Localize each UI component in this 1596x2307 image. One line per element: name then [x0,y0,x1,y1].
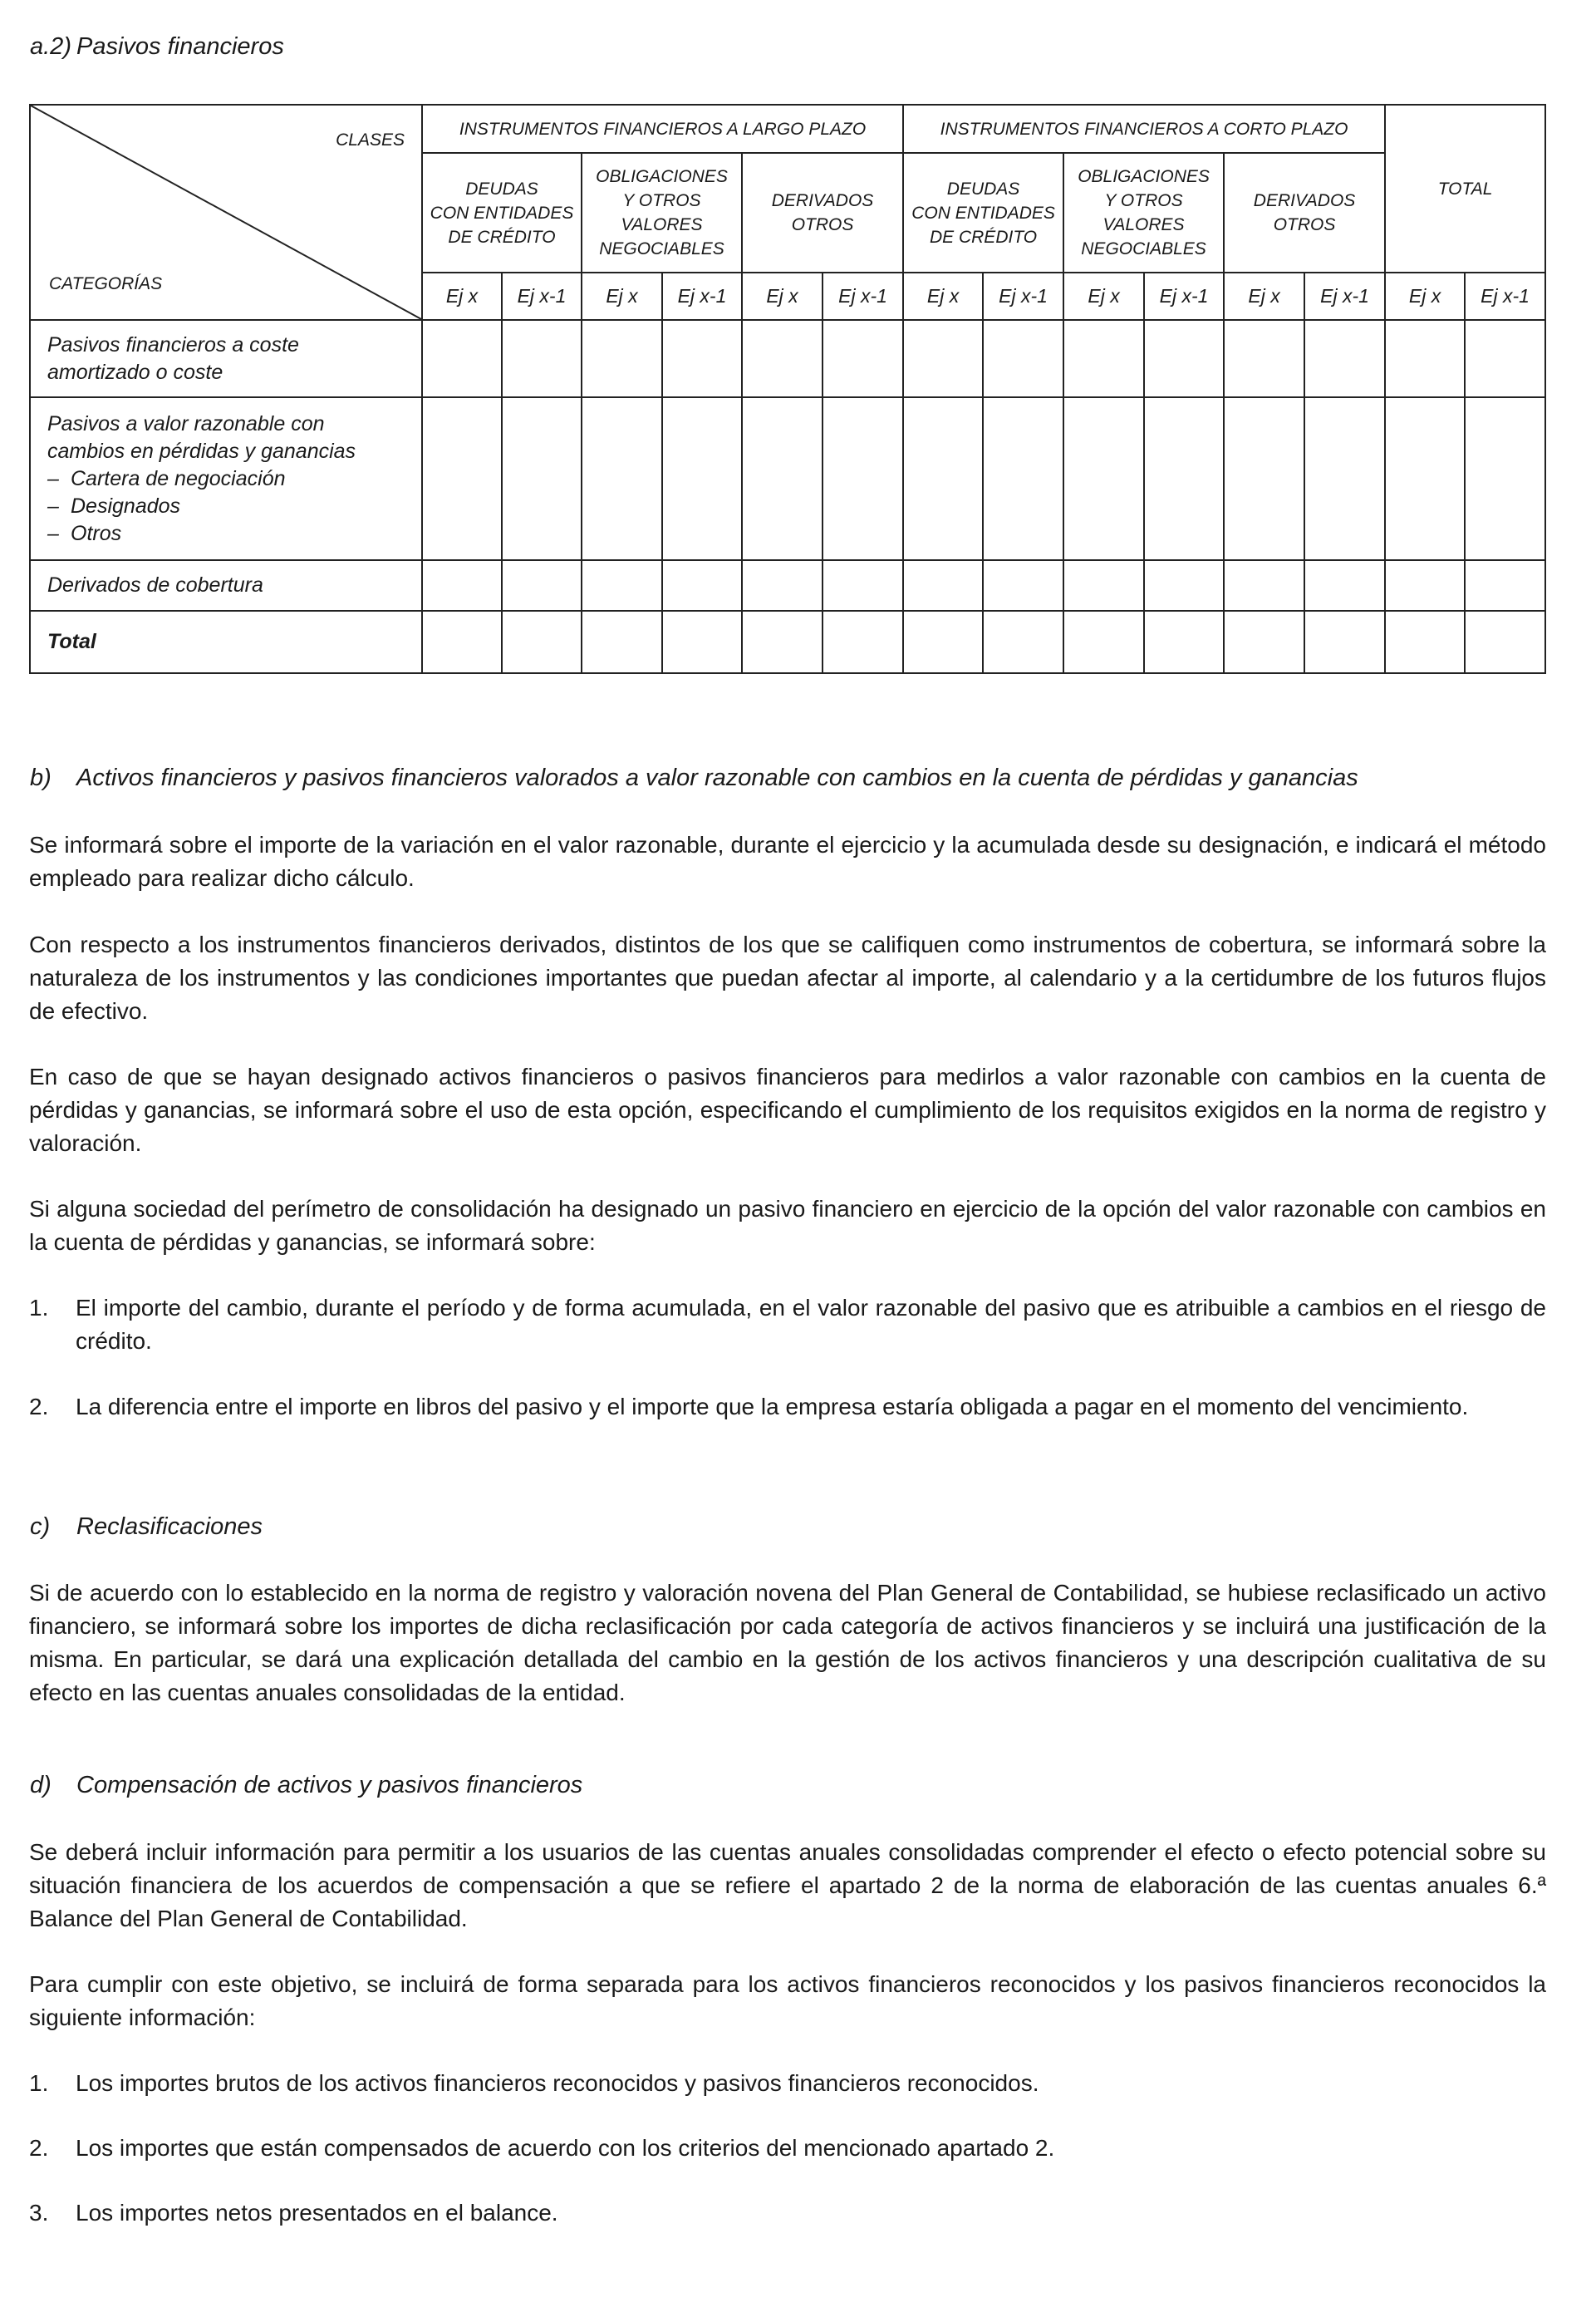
table-cell [1224,397,1304,560]
table-cell [1304,560,1385,611]
list-number: 2. [29,2135,49,2161]
list-item [29,2196,1546,2230]
table-cell [1304,611,1385,673]
paragraph: Si de acuerdo con lo establecido en la norma de registro y valoración novena del Plan General de Contabilidad, se hubiese reclasificado un activo financiero, se informará sobre los importes de dicha reclasificación por cada categoría de activos financieros y se incluirá una justificación de la misma. En particular, se dará una explicación detallada del cambio en la gestión de los activos financieros y una descripción cualitativa de su efecto en las cuentas anuales consolidadas de la entidad. [29,1580,1546,1705]
table-cell [1063,320,1144,397]
header-clases: CLASES [336,130,405,150]
table-cell [983,611,1063,673]
section-number: c) [30,1513,51,1540]
header-corto-plazo: INSTRUMENTOS FINANCIEROS A CORTO PLAZO [903,105,1385,153]
table-cell [1385,611,1465,673]
table-cell [1385,320,1465,397]
section-number: a.2) [30,33,71,60]
list-text: Los importes brutos de los activos financieros reconocidos y pasivos financieros reconocidos. [76,2070,1039,2096]
table-corner-cell [30,105,422,320]
section-title-d [30,1772,582,1799]
table-cell [1144,560,1224,611]
table-cell [662,320,742,397]
section-title-c [30,1513,263,1541]
table-cell [742,611,823,673]
table-row [30,397,1545,560]
table-cell [823,397,903,560]
table-cell [742,397,823,560]
table-cell [1144,397,1224,560]
table-cell [903,320,983,397]
ej-x-cell: Ej x [1063,273,1144,320]
table-cell [1465,560,1545,611]
ej-x1-cell: Ej x-1 [1304,273,1385,320]
paragraph: Se informará sobre el importe de la variación en el valor razonable, durante el ejercicio y la acumulada desde su designación, e indicará el método empleado para realizar dicho cálculo. [29,832,1546,891]
section-heading: Pasivos financieros [76,33,284,60]
table-cell [502,320,582,397]
section-number: d) [30,1772,52,1798]
ej-x-cell: Ej x [422,273,502,320]
list-item [29,1291,1546,1358]
table-cell [582,397,662,560]
row-label-coste-amortizado: Pasivos financieros a coste amortizado o coste [30,320,422,397]
table-cell [582,611,662,673]
list-text: Los importes netos presentados en el balance. [76,2200,558,2226]
table-cell [823,560,903,611]
header-obligaciones-cp: OBLIGACIONES Y OTROS VALORES NEGOCIABLES [1063,153,1224,273]
table-cell [662,611,742,673]
table-cell [1224,560,1304,611]
table-cell [983,397,1063,560]
table-cell [1385,397,1465,560]
table-cell [662,397,742,560]
section-heading: Compensación de activos y pasivos financieros [76,1772,583,1798]
section-heading: Reclasificaciones [76,1513,263,1540]
table-cell [742,320,823,397]
table-cell [1224,611,1304,673]
pasivos-financieros-table [29,104,1546,674]
ej-x-cell: Ej x [582,273,662,320]
paragraph: Si alguna sociedad del perímetro de consolidación ha designado un pasivo financiero en ejercicio de la opción del valor razonable con cambios en la cuenta de pérdidas y ganancias, se informará sobre: [29,1196,1546,1255]
ej-x1-cell: Ej x-1 [662,273,742,320]
ej-x-cell: Ej x [1224,273,1304,320]
table-cell [582,560,662,611]
table-row [30,611,1545,673]
table-cell [1465,397,1545,560]
table-cell [1144,320,1224,397]
paragraph: Con respecto a los instrumentos financieros derivados, distintos de los que se califiquen como instrumentos de cobertura, se informará sobre la naturaleza de los instrumentos y las condiciones importantes que puedan afectar al importe, al calendario y a la certidumbre de los futuros flujos de efectivo. [29,932,1546,1024]
table-cell [983,560,1063,611]
header-deudas-cp: DEUDAS CON ENTIDADES DE CRÉDITO [903,153,1063,273]
table-cell [1304,397,1385,560]
table-cell [1144,611,1224,673]
header-obligaciones-lp: OBLIGACIONES Y OTROS VALORES NEGOCIABLES [582,153,742,273]
list-number: 2. [29,1394,49,1419]
table-cell [1063,397,1144,560]
table-cell [1224,320,1304,397]
table-cell [1063,611,1144,673]
table-row [30,560,1545,611]
table-cell [1063,560,1144,611]
section-title-a2 [30,33,284,61]
list-text: La diferencia entre el importe en libros del pasivo y el importe que la empresa estaría obligada a pagar en el momento del vencimiento. [76,1394,1469,1419]
section-title-b [30,765,1358,792]
table-cell [823,611,903,673]
row-label-valor-razonable: Pasivos a valor razonable con cambios en pérdidas y ganancias – Cartera de negociación – Designados – Otros [30,397,422,560]
paragraph: En caso de que se hayan designado activos financieros o pasivos financieros para medirlos a valor razonable con cambios en la cuenta de pérdidas y ganancias, se informará sobre el uso de esta opción, especificando el cumplimiento de los requisitos exigidos en la norma de registro y valoración. [29,1064,1546,1156]
ej-x1-cell: Ej x-1 [502,273,582,320]
header-categorias: CATEGORÍAS [49,274,163,293]
list-text: El importe del cambio, durante el período y de forma acumulada, en el valor razonable del pasivo que es atribuible a cambios en el riesgo de crédito. [76,1295,1546,1354]
table-cell [662,560,742,611]
list-item [29,2067,1546,2100]
paragraph: Para cumplir con este objetivo, se incluirá de forma separada para los activos financieros reconocidos y los pasivos financieros reconocidos la siguiente información: [29,1971,1546,2030]
list-number: 1. [29,1295,49,1321]
header-derivados-lp: DERIVADOS OTROS [742,153,903,273]
table-cell [582,320,662,397]
table-cell [1304,320,1385,397]
ej-x1-cell: Ej x-1 [983,273,1063,320]
ej-x1-cell: Ej x-1 [1465,273,1545,320]
row-label-total: Total [30,611,422,673]
table-cell [502,611,582,673]
ej-x-cell: Ej x [903,273,983,320]
table-cell [422,397,502,560]
table-cell [502,560,582,611]
table-cell [502,397,582,560]
list-number: 1. [29,2070,49,2096]
section-heading: Activos financieros y pasivos financieros valorados a valor razonable con cambios en la cuenta de pérdidas y ganancias [76,765,1358,791]
table-cell [903,611,983,673]
table-cell [422,560,502,611]
table-cell [1465,320,1545,397]
table-cell [742,560,823,611]
section-number: b) [30,765,52,791]
ej-x-cell: Ej x [742,273,823,320]
list-number: 3. [29,2200,49,2226]
table-cell [1385,560,1465,611]
list-item [29,2132,1546,2165]
table-cell [903,397,983,560]
list-item [29,1390,1546,1424]
header-deudas-lp: DEUDAS CON ENTIDADES DE CRÉDITO [422,153,582,273]
table-row [30,320,1545,397]
paragraph: Se deberá incluir información para permitir a los usuarios de las cuentas anuales consolidadas comprender el efecto o efecto potencial sobre su situación financiera de los acuerdos de compensación a que se refiere el apartado 2 de la norma de elaboración de las cuentas anuales 6.ª Balance del Plan General de Contabilidad. [29,1839,1546,1931]
header-derivados-cp: DERIVADOS OTROS [1224,153,1385,273]
ej-x1-cell: Ej x-1 [1144,273,1224,320]
table-cell [903,560,983,611]
header-total: TOTAL [1385,105,1545,273]
row-label-derivados-cobertura: Derivados de cobertura [30,560,422,611]
ej-x-cell: Ej x [1385,273,1465,320]
table-cell [823,320,903,397]
ej-x1-cell: Ej x-1 [823,273,903,320]
header-largo-plazo: INSTRUMENTOS FINANCIEROS A LARGO PLAZO [422,105,903,153]
table-cell [422,320,502,397]
table-cell [1465,611,1545,673]
table-cell [983,320,1063,397]
list-text: Los importes que están compensados de acuerdo con los criterios del mencionado apartado 2. [76,2135,1055,2161]
table-cell [422,611,502,673]
